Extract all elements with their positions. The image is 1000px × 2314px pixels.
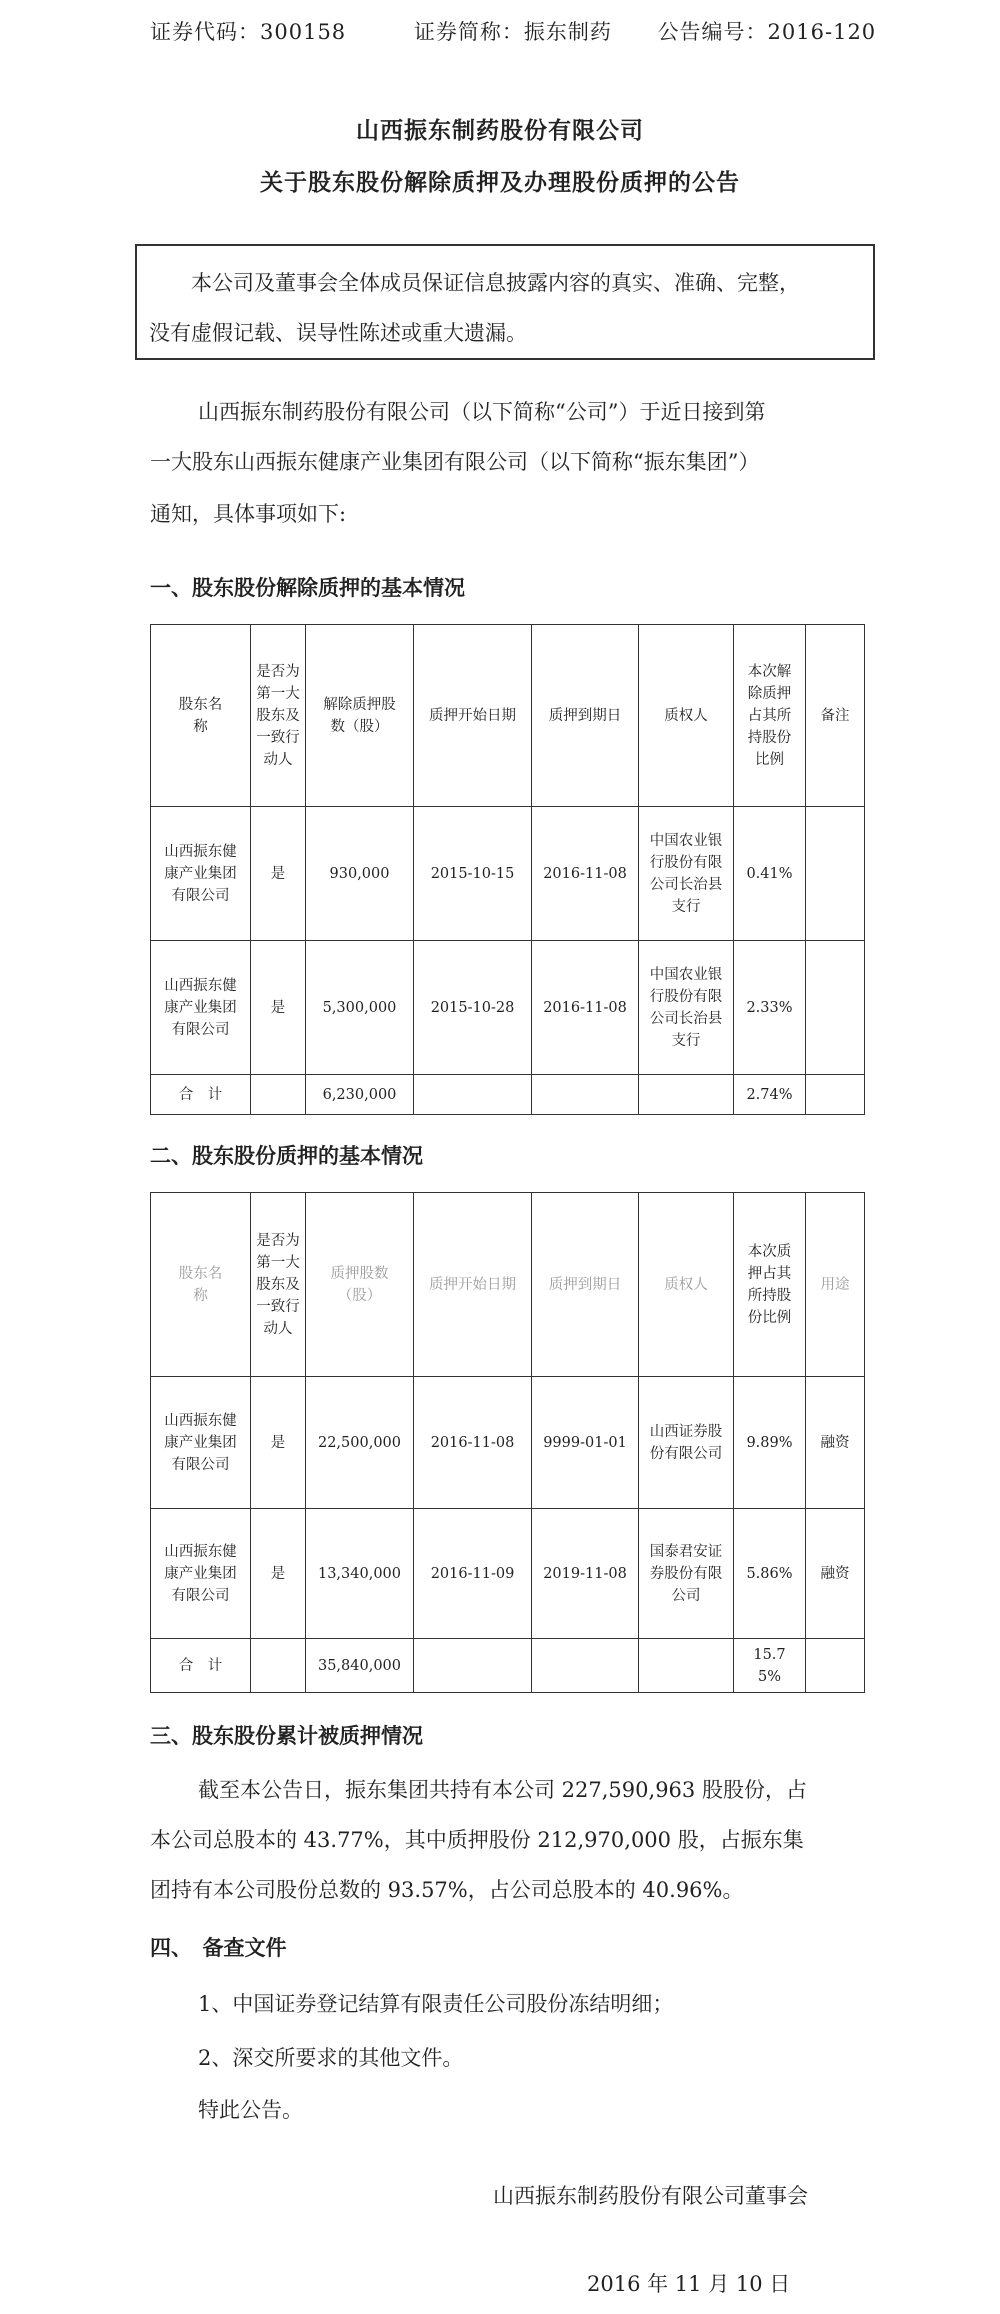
cell-shares: 22,500,000 (306, 1377, 414, 1509)
cell-pledgee: 中国农业银行股份有限公司长治县支行 (639, 941, 734, 1075)
section-4-heading: 四、 备查文件 (150, 1935, 287, 1960)
signature-company: 山西振东制药股份有限公司董事会 (493, 2184, 808, 2208)
cell-pledgee: 国泰君安证券股份有限公司 (639, 1509, 734, 1639)
col-holder-name: 股东名称 (151, 625, 251, 807)
col-ratio: 本次质押占其所持股份比例 (734, 1193, 806, 1377)
release-pledge-table (150, 624, 865, 1115)
section-3-heading: 三、股东股份累计被质押情况 (150, 1723, 423, 1748)
statement-line-2: 没有虚假记载、误导性陈述或重大遗漏。 (149, 321, 527, 345)
table-row (151, 1509, 865, 1639)
intro-line-1: 山西振东制药股份有限公司（以下简称“公司”）于近日接到第 (198, 400, 766, 424)
section-2-heading: 二、股东股份质押的基本情况 (150, 1143, 423, 1168)
total-shares: 35,840,000 (306, 1639, 414, 1693)
section-3-line-1: 截至本公告日，振东集团共持有本公司 227,590,963 股股份，占 (198, 1778, 807, 1802)
cell-pledgee: 山西证券股份有限公司 (639, 1377, 734, 1509)
cell-end-date: 2016-11-08 (532, 941, 639, 1075)
col-remark: 备注 (806, 625, 865, 807)
table-total-row (151, 1639, 865, 1693)
cell-remark (806, 807, 865, 941)
col-pledged-shares: 质押股数（股） (306, 1193, 414, 1377)
table-row (151, 807, 865, 941)
cell-start-date: 2016-11-09 (414, 1509, 532, 1639)
statement-line-1: 本公司及董事会全体成员保证信息披露内容的真实、准确、完整， (191, 271, 800, 295)
reference-file-1: 1、中国证券登记结算有限责任公司股份冻结明细； (198, 1992, 674, 2016)
cell-ratio: 5.86% (734, 1509, 806, 1639)
total-shares: 6,230,000 (306, 1075, 414, 1115)
reference-file-2: 2、深交所要求的其他文件。 (198, 2046, 464, 2070)
col-is-controlling: 是否为第一大股东及一致行动人 (251, 625, 306, 807)
closing-text: 特此公告。 (198, 2098, 303, 2122)
total-ratio: 2.74% (734, 1075, 806, 1115)
cell-usage: 融资 (806, 1377, 865, 1509)
intro-line-3: 通知，具体事项如下: (150, 502, 347, 526)
header-line (150, 16, 876, 46)
cell-start-date: 2016-11-08 (414, 1377, 532, 1509)
company-title: 山西振东制药股份有限公司 (356, 117, 644, 144)
cell-end-date: 2019-11-08 (532, 1509, 639, 1639)
col-pledgee: 质权人 (639, 625, 734, 807)
cell-end-date: 2016-11-08 (532, 807, 639, 941)
col-is-controlling: 是否为第一大股东及一致行动人 (251, 1193, 306, 1377)
cell-start-date: 2015-10-28 (414, 941, 532, 1075)
cell-usage: 融资 (806, 1509, 865, 1639)
cell-ratio: 0.41% (734, 807, 806, 941)
section-1-heading: 一、股东股份解除质押的基本情况 (150, 575, 465, 600)
cell-is-controlling: 是 (251, 807, 306, 941)
intro-line-2: 一大股东山西振东健康产业集团有限公司（以下简称“振东集团”） (150, 450, 760, 474)
col-holder-name: 股东名称 (151, 1193, 251, 1377)
board-statement-box (135, 244, 875, 360)
cell-ratio: 9.89% (734, 1377, 806, 1509)
col-end-date: 质押到期日 (532, 1193, 639, 1377)
cell-holder: 山西振东健康产业集团有限公司 (151, 1377, 251, 1509)
pledge-table (150, 1192, 865, 1693)
section-3-line-3: 团持有本公司股份总数的 93.57%，占公司总股本的 40.96%。 (150, 1878, 744, 1902)
col-start-date: 质押开始日期 (414, 1193, 532, 1377)
col-end-date: 质押到期日 (532, 625, 639, 807)
table-header-row (151, 625, 865, 807)
table-header-row (151, 1193, 865, 1377)
cell-shares: 930,000 (306, 807, 414, 941)
col-pledgee: 质权人 (639, 1193, 734, 1377)
cell-remark (806, 941, 865, 1075)
stock-abbr: 证券简称：振东制药 (413, 20, 612, 44)
cell-ratio: 2.33% (734, 941, 806, 1075)
total-label: 合 计 (151, 1075, 251, 1115)
cell-shares: 13,340,000 (306, 1509, 414, 1639)
table-row (151, 941, 865, 1075)
signature-date: 2016 年 11 月 10 日 (587, 2272, 791, 2296)
table-total-row (151, 1075, 865, 1115)
cell-shares: 5,300,000 (306, 941, 414, 1075)
cell-holder: 山西振东健康产业集团有限公司 (151, 941, 251, 1075)
cell-holder: 山西振东健康产业集团有限公司 (151, 807, 251, 941)
total-label: 合 计 (151, 1639, 251, 1693)
section-3-line-2: 本公司总股本的 43.77%，其中质押股份 212,970,000 股，占振东集 (150, 1828, 804, 1852)
notice-title: 关于股东股份解除质押及办理股份质押的公告 (260, 169, 740, 196)
stock-code: 证券代码：300158 (150, 20, 347, 44)
notice-number: 公告编号：2016-120 (657, 20, 877, 44)
cell-end-date: 9999-01-01 (532, 1377, 639, 1509)
col-ratio: 本次解除质押占其所持股份比例 (734, 625, 806, 807)
cell-is-controlling: 是 (251, 1377, 306, 1509)
cell-holder: 山西振东健康产业集团有限公司 (151, 1509, 251, 1639)
col-usage: 用途 (806, 1193, 865, 1377)
col-released-shares: 解除质押股数（股） (306, 625, 414, 807)
cell-start-date: 2015-10-15 (414, 807, 532, 941)
cell-pledgee: 中国农业银行股份有限公司长治县支行 (639, 807, 734, 941)
table-row (151, 1377, 865, 1509)
total-ratio: 15.75% (734, 1639, 806, 1693)
cell-is-controlling: 是 (251, 941, 306, 1075)
col-start-date: 质押开始日期 (414, 625, 532, 807)
cell-is-controlling: 是 (251, 1509, 306, 1639)
